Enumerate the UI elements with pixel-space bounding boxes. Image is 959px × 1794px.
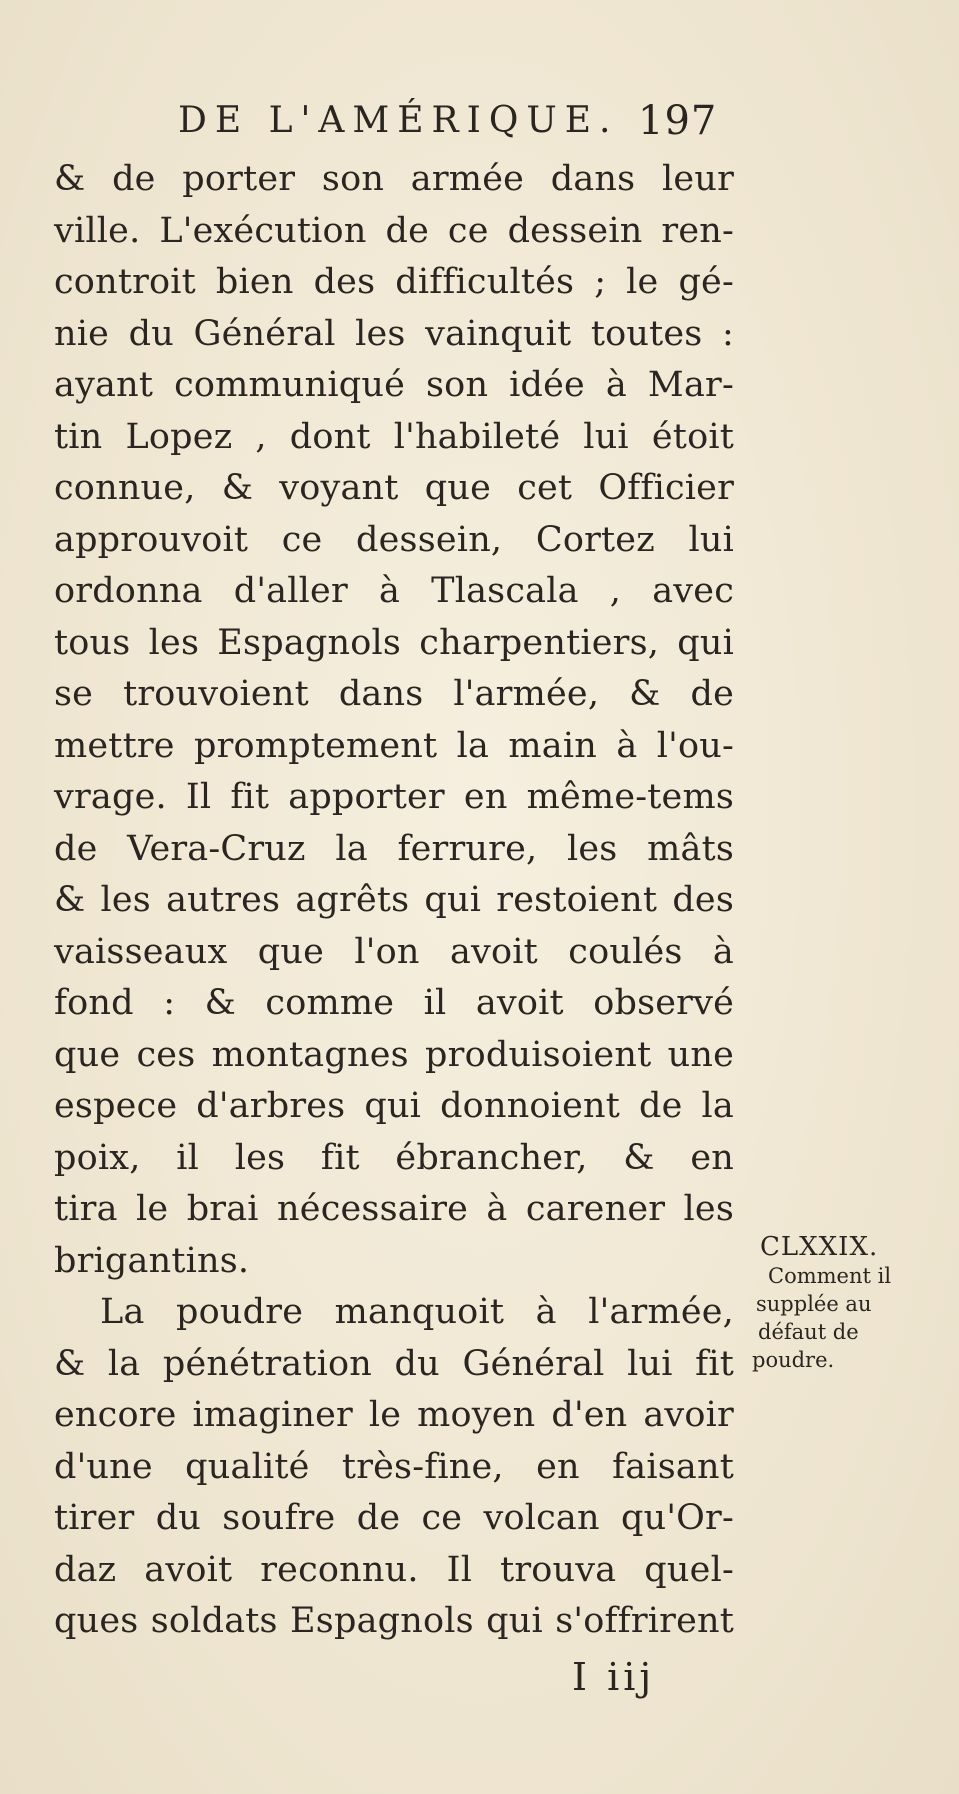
marginal-note-line: supplée au [756, 1292, 872, 1316]
text-line: vaisseaux que l'on avoit coulés à [54, 931, 734, 972]
signature-mark: I iij [572, 1655, 656, 1699]
text-line: tirer du soufre de ce volcan qu'Or- [54, 1498, 734, 1538]
text-line: ques soldats Espagnols qui s'offrirent [54, 1601, 734, 1641]
text-line: connue, & voyant que cet Officier [54, 468, 734, 508]
page-header [0, 96, 959, 146]
text-line: tira le brai nécessaire à carener les [54, 1189, 734, 1229]
marginal-note [748, 1232, 948, 1374]
text-line: & la pénétration du Général lui fit [54, 1343, 734, 1384]
text-line: tin Lopez , dont l'habileté lui étoit [54, 416, 734, 457]
text-line: approuvoit ce dessein, Cortez lui [54, 519, 734, 560]
text-line: que ces montagnes produisoient une [54, 1034, 734, 1075]
text-line: se trouvoient dans l'armée, & de [54, 674, 734, 714]
text-line: d'une qualité très-fine, en faisant [54, 1446, 734, 1487]
text-line: de Vera-Cruz la ferrure, les mâts [54, 828, 734, 869]
page-number: 197 [638, 98, 718, 144]
text-line: encore imaginer le moyen d'en avoir [54, 1395, 734, 1435]
text-line: espece d'arbres qui donnoient de la [54, 1086, 734, 1126]
text-line: vrage. Il fit apporter en même-tems [54, 777, 734, 817]
marginal-note-line: poudre. [752, 1348, 835, 1372]
text-line: & les autres agrêts qui restoient des [54, 880, 734, 920]
body-text [54, 154, 734, 1648]
text-line: brigantins. [54, 1240, 250, 1281]
text-line: ayant communiqué son idée à Mar- [54, 365, 734, 405]
marginal-note-line: défaut de [758, 1320, 859, 1344]
text-line: daz avoit reconnu. Il trouva quel- [54, 1549, 734, 1590]
running-title: DE L'AMÉRIQUE. [178, 100, 619, 141]
text-line: La poudre manquoit à l'armée, [100, 1292, 734, 1332]
marginal-note-line: Comment il [768, 1264, 892, 1288]
text-line: tous les Espagnols charpentiers, qui [54, 622, 734, 663]
text-line: nie du Général les vainquit toutes : [54, 313, 734, 354]
text-line: fond : & comme il avoit observé [54, 983, 734, 1023]
text-line: controit bien des difficultés ; le gé- [54, 262, 734, 302]
text-line: ville. L'exécution de ce dessein ren- [54, 210, 734, 251]
text-line: ordonna d'aller à Tlascala , avec [54, 571, 734, 611]
text-line: & de porter son armée dans leur [54, 159, 734, 199]
marginal-note-number: CLXXIX. [760, 1232, 879, 1262]
text-line: poix, il les fit ébrancher, & en [54, 1137, 734, 1178]
text-line: mettre promptement la main à l'ou- [54, 725, 734, 766]
